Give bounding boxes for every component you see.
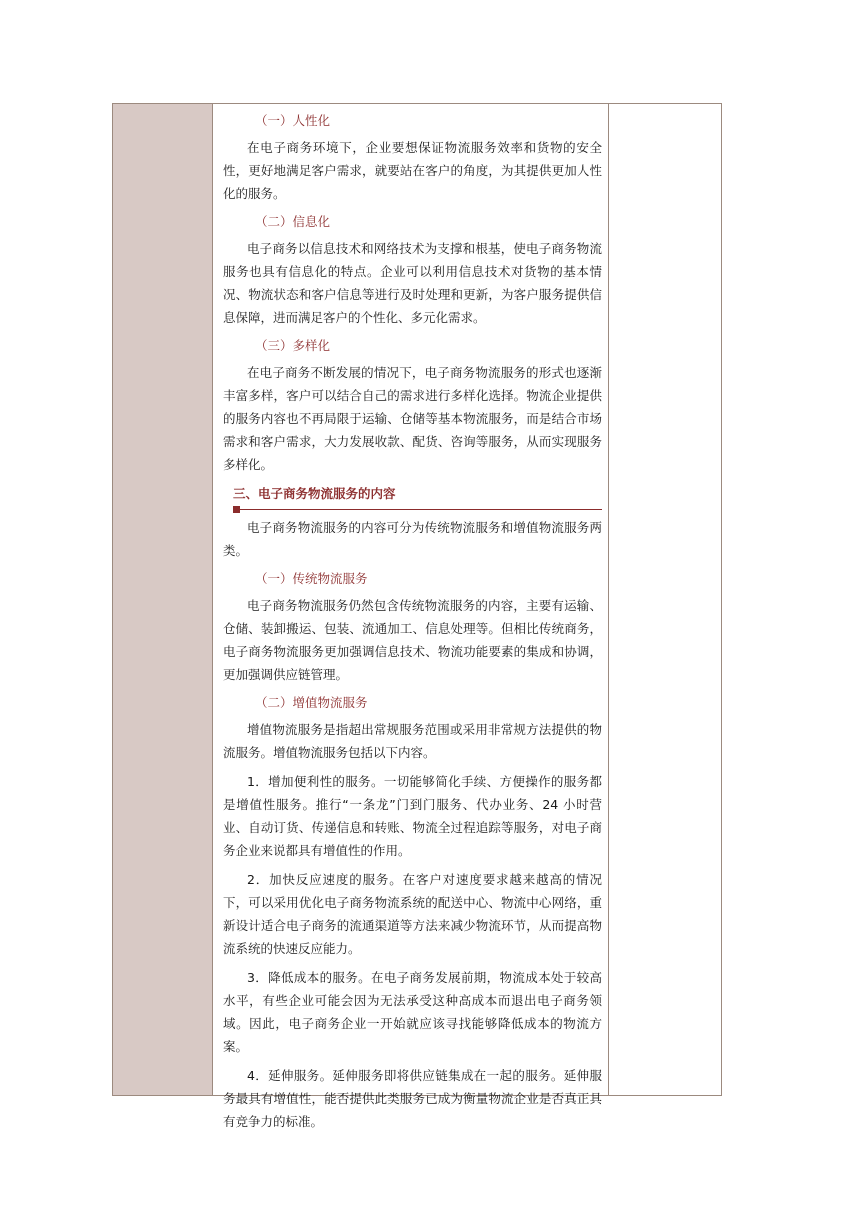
list-item: 1．增加便利性的服务。一切能够简化手续、方便操作的服务都是增值性服务。推行“一条龙”门到门服务、代办业务、24 小时营业、自动订货、传递信息和转账、物流全过程追踪等服务，对电子商务企业来说都具有增值性的作用。	[223, 774, 602, 858]
main-content-cell	[213, 104, 609, 1129]
subheading-value-added: （二）增值物流服务	[255, 695, 368, 710]
paragraph: 电子商务物流服务仍然包含传统物流服务的内容，主要有运输、仓储、装卸搬运、包装、流通加工、信息处理等。但相比传统商务，电子商务物流服务更加强调信息技术、物流功能要素的集成和协调，更加强调供应链管理。	[223, 598, 602, 682]
right-column	[609, 104, 721, 1095]
paragraph: 电子商务以信息技术和网络技术为支撑和根基，使电子商务物流服务也具有信息化的特点。企业可以利用信息技术对货物的基本情况、物流状态和客户信息等进行及时处理和更新，为客户服务提供信息保障，进而满足客户的个性化、多元化需求。	[223, 241, 602, 325]
subheading-traditional: （一）传统物流服务	[255, 571, 368, 586]
section-heading	[233, 484, 602, 510]
list-item: 4．延伸服务。延伸服务即将供应链集成在一起的服务。延伸服务最具有增值性，能否提供此类服务已成为衡量物流企业是否真正具有竞争力的标准。	[223, 1068, 602, 1129]
subheading-humanization: （一）人性化	[255, 113, 331, 128]
paragraph: 在电子商务环境下，企业要想保证物流服务效率和货物的安全性，更好地满足客户需求，就要站在客户的角度，为其提供更加人性化的服务。	[223, 140, 602, 201]
subheading-diversification: （三）多样化	[255, 338, 331, 353]
section-marker-icon	[233, 506, 240, 513]
paragraph: 增值物流服务是指超出常规服务范围或采用非常规方法提供的物流服务。增值物流服务包括以下内容。	[223, 722, 602, 760]
list-item: 2．加快反应速度的服务。在客户对速度要求越来越高的情况下，可以采用优化电子商务物流系统的配送中心、物流中心网络，重新设计适合电子商务的流通渠道等方法来减少物流环节，从而提高物流系统的快速反应能力。	[223, 872, 602, 956]
left-column	[113, 104, 213, 1095]
paragraph: 在电子商务不断发展的情况下，电子商务物流服务的形式也逐渐丰富多样，客户可以结合自己的需求进行多样化选择。物流企业提供的服务内容也不再局限于运输、仓储等基本物流服务，而是结合市场需求和客户需求，大力发展收款、配货、咨询等服务，从而实现服务多样化。	[223, 365, 602, 472]
section-divider	[237, 509, 602, 510]
section-title: 三、电子商务物流服务的内容	[233, 486, 396, 501]
list-item: 3．降低成本的服务。在电子商务发展前期，物流成本处于较高水平，有些企业可能会因为无法承受这种高成本而退出电子商务领域。因此，电子商务企业一开始就应该寻找能够降低成本的物流方案。	[223, 970, 602, 1054]
content-table	[112, 103, 722, 1129]
subheading-informatization: （二）信息化	[255, 214, 331, 229]
paragraph: 电子商务物流服务的内容可分为传统物流服务和增值物流服务两类。	[223, 520, 602, 558]
